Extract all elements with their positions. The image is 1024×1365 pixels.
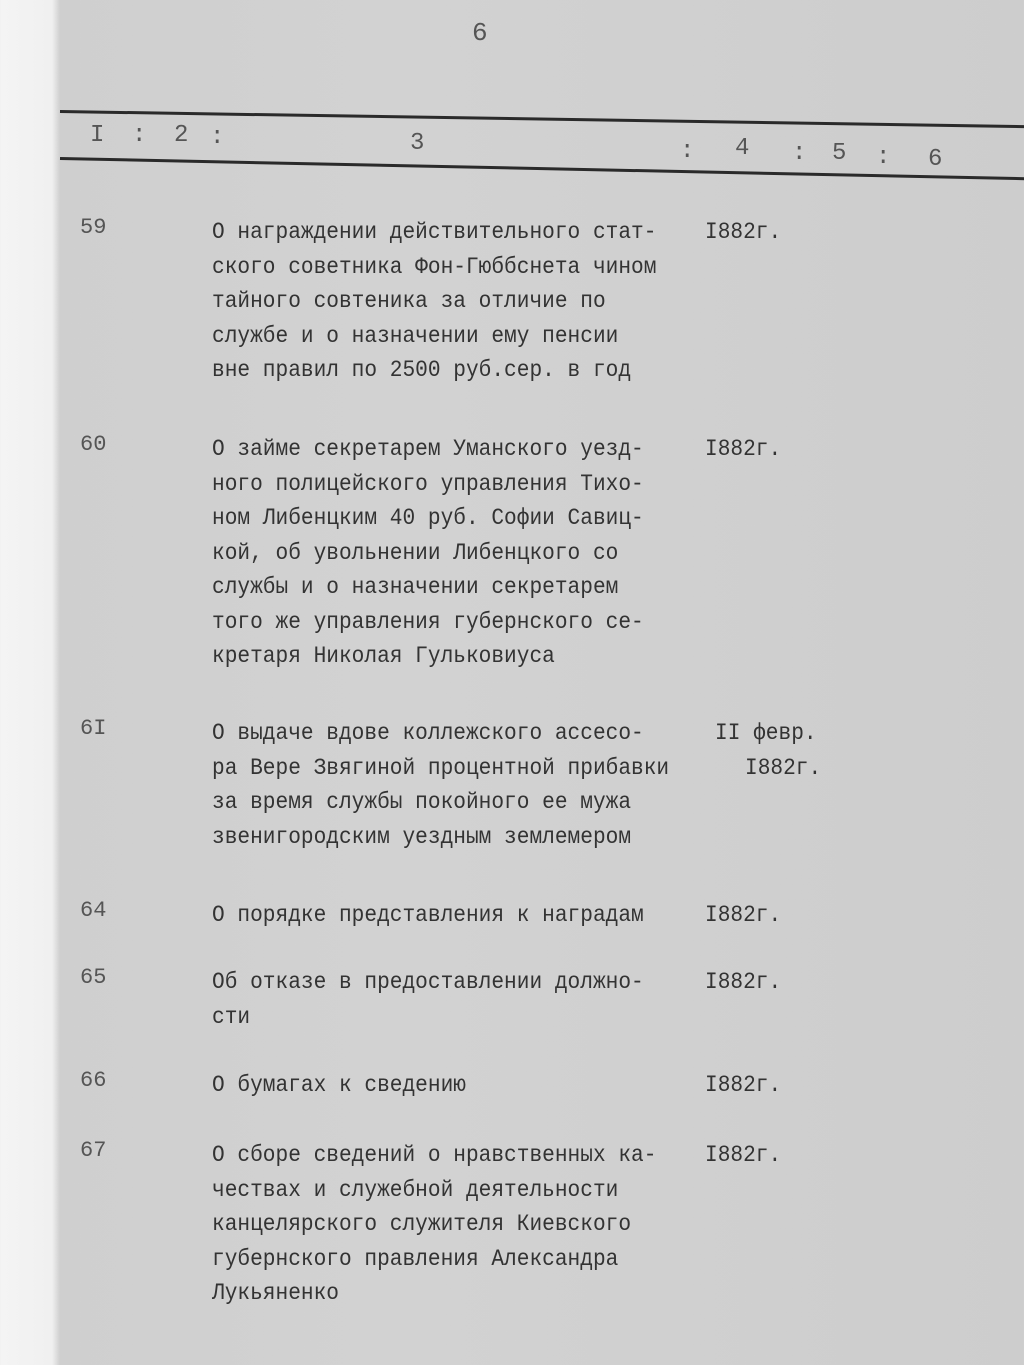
- entry-title-line: кретаря Николая Гульковиуса: [212, 643, 555, 669]
- column-header-1: I: [90, 122, 105, 149]
- entry-title-line: сти: [212, 1003, 251, 1030]
- entry-title-line: Об отказе в предоставлении должно-: [212, 969, 644, 995]
- entry-title-line: кой, об увольнении Либенцкого со: [212, 539, 619, 566]
- column-header-4: 4: [735, 135, 750, 162]
- entry-date: [715, 716, 828, 785]
- entry-title-line: О займе секретарем Уманского уезд-: [212, 436, 644, 462]
- entry-title-line: О награждении действительного стат-: [212, 219, 657, 245]
- column-sep: :: [210, 124, 225, 151]
- entry-title-line: службе и о назначении ему пенсии: [212, 322, 619, 349]
- entry-number: 65: [80, 965, 107, 990]
- entry-number: 6I: [80, 716, 107, 741]
- column-header-5: 5: [832, 140, 847, 167]
- entry-date-line: I882г.: [745, 754, 822, 781]
- entry-title-line: О выдаче вдове коллежского ассесо-: [212, 720, 644, 746]
- entry-title-line: вне правил по 2500 руб.сер. в год: [212, 357, 632, 383]
- entry-title: [212, 432, 681, 674]
- entry-date-line: I882г.: [705, 436, 782, 462]
- entry-title-line: за время службы покойного ее мужа: [212, 789, 632, 815]
- entry-title-line: О бумагах к сведению: [212, 1072, 466, 1098]
- entry-number: 66: [80, 1068, 107, 1093]
- entry-date: [705, 432, 788, 467]
- entry-title-line: ского советника Фон-Гюббснета чином: [212, 253, 657, 280]
- entry-number: 60: [80, 432, 107, 457]
- entry-title-line: О сборе сведений о нравственных ка-: [212, 1142, 657, 1168]
- entry-title-line: ного полицейского управления Тихо-: [212, 470, 644, 497]
- entry-date: [705, 1138, 788, 1173]
- column-header-6: 6: [928, 146, 943, 173]
- column-sep: :: [876, 144, 891, 171]
- column-sep: :: [132, 122, 147, 149]
- entry-date-line: I882г.: [705, 1142, 782, 1168]
- entry-date: [705, 965, 788, 1000]
- entry-date-line: I882г.: [705, 969, 782, 995]
- entry-date-line: I882г.: [705, 1072, 782, 1098]
- entry-title-line: ра Вере Звягиной процентной прибавки: [212, 754, 670, 781]
- entry-title-line: губернского правления Александра: [212, 1245, 619, 1272]
- entry-title-line: Лукьяненко: [212, 1280, 339, 1306]
- entry-title: [212, 215, 695, 388]
- entry-date: [705, 898, 788, 933]
- entry-date: [705, 215, 788, 250]
- entry-title-line: тайного совтеника за отличие по: [212, 288, 606, 314]
- entry-title: [212, 1138, 695, 1311]
- entry-title-line: канцелярского служителя Киевского: [212, 1211, 632, 1237]
- entry-title-line: того же управления губернского се-: [212, 608, 644, 635]
- entry-title: [212, 716, 709, 854]
- entry-title: [212, 898, 681, 933]
- header-rule-top: [60, 110, 1024, 128]
- entry-title-line: чествах и служебной деятельности: [212, 1176, 619, 1203]
- column-sep: :: [792, 140, 807, 167]
- column-sep: :: [680, 138, 695, 165]
- entry-title-line: ном Либенцким 40 руб. Софии Савиц-: [212, 505, 644, 531]
- entry-title-line: О порядке представления к наградам: [212, 902, 644, 928]
- entry-title-line: звенигородским уездным землемером: [212, 823, 632, 850]
- page-number: 6: [472, 18, 488, 48]
- entry-number: 67: [80, 1138, 107, 1163]
- entry-date-line: II февр.: [715, 720, 817, 746]
- column-header-3: 3: [410, 130, 425, 157]
- entry-number: 59: [80, 215, 107, 240]
- column-header-2: 2: [174, 122, 189, 149]
- entry-title: [212, 1068, 488, 1103]
- entry-date: [705, 1068, 788, 1103]
- entry-number: 64: [80, 898, 107, 923]
- entry-title-line: службы и о назначении секретарем: [212, 574, 619, 600]
- entry-date-line: I882г.: [705, 902, 782, 928]
- entry-title: [212, 965, 681, 1034]
- entry-date-line: I882г.: [705, 219, 782, 245]
